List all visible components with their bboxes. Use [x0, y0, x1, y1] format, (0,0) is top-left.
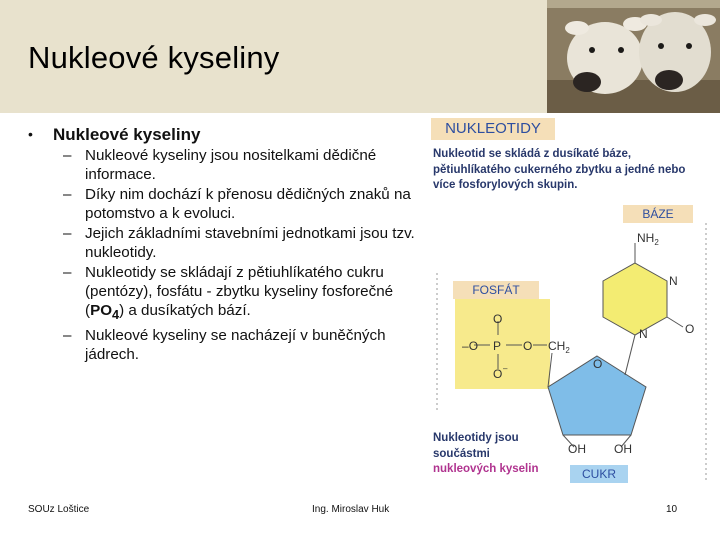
sub-bullet	[28, 146, 423, 184]
sub-bullet-text: Nukleové kyseliny se nacházejí v buněčných jádrech.	[85, 327, 386, 364]
nucleotide-figure	[425, 113, 720, 495]
bullet-list	[28, 125, 423, 364]
atom-minus-o: –O	[462, 339, 479, 353]
sub-bullet-dash: –	[63, 186, 72, 203]
atom-o: O	[523, 339, 533, 353]
sub-bullet	[28, 326, 423, 364]
po4-formula: $PO_4$	[90, 302, 120, 323]
slide-title: Nukleové kyseliny	[28, 40, 280, 75]
figure-note-dark: Nukleotidy jsou součástmi	[433, 432, 519, 460]
sub-bullet-text: Díky nim dochází k přenosu dědičných znaků na potomstvo a k evoluci.	[85, 186, 411, 222]
label-phosphate: FOSFÁT	[453, 281, 539, 299]
figure-note-pink: nukleových kyselin	[433, 463, 539, 475]
atom-p: P	[493, 339, 502, 353]
figure-description: Nukleotid se skládá z dusíkaté báze, pětiuhlíkatého cukerného zbytku a jedné nebo více fosforylových skupin.	[433, 148, 686, 191]
sub-bullet-dash: –	[63, 327, 72, 345]
charge-minus: –	[503, 364, 508, 373]
figure-note	[433, 431, 543, 478]
slide-header	[0, 0, 720, 113]
sub-bullet-text: Nukleové kyseliny jsou nositelkami dědičné informace.	[85, 147, 377, 183]
atom-ch2: $CH_2$	[548, 339, 570, 355]
footer-author: Ing. Miroslav Huk	[312, 504, 390, 515]
atom-oh: OH	[568, 442, 586, 456]
atom-o: O	[493, 312, 503, 326]
sub-bullet-dash: –	[63, 225, 72, 242]
sub-bullet	[28, 224, 423, 262]
sub-bullet-text: Jejich základními stavebními jednotkami jsou tzv. nukleotidy.	[85, 225, 415, 261]
atom-o: O	[685, 322, 695, 336]
label-base: BÁZE	[623, 205, 693, 223]
sub-bullet: – Nukleotidy se skládají z pětiuhlíkatého cukru (pentózy), fosfátu - zbytku kyseliny fosforečné $(PO_4)$ a dusíkatých bází.	[63, 264, 394, 323]
sub-bullet	[28, 185, 423, 223]
bullet-dot: •	[28, 126, 33, 142]
bullet-heading-text: Nukleové kyseliny	[53, 125, 201, 144]
label-sugar: CUKR	[570, 465, 628, 483]
bullet-heading	[28, 125, 423, 145]
footer-school: SOUz Loštice	[28, 504, 90, 515]
sub-bullet-text: Nukleotidy se skládají z pětiuhlíkatého cukru (pentózy), fosfátu - zbytku kyseliny fosforečné	[85, 264, 394, 300]
cattle-photo-illustration	[547, 0, 720, 113]
header-photo-cattle	[547, 0, 720, 113]
footer-page-number: 10	[666, 504, 678, 515]
base-ring	[603, 263, 667, 335]
sub-bullet-text-cont: a dusíkatých bází.	[128, 302, 251, 319]
sub-bullet-dash: –	[63, 147, 72, 164]
atom-oh: OH	[614, 442, 632, 456]
atom-o: O	[493, 367, 503, 381]
figure-title: NUKLEOTIDY	[431, 118, 555, 140]
atom-n: N	[669, 274, 678, 288]
atom-nh2: $NH_2$	[637, 231, 659, 247]
sub-bullet-dash: –	[63, 264, 72, 281]
atom-n: N	[639, 327, 648, 341]
bond	[667, 317, 683, 327]
bond	[625, 335, 635, 375]
atom-o: O	[593, 357, 603, 371]
